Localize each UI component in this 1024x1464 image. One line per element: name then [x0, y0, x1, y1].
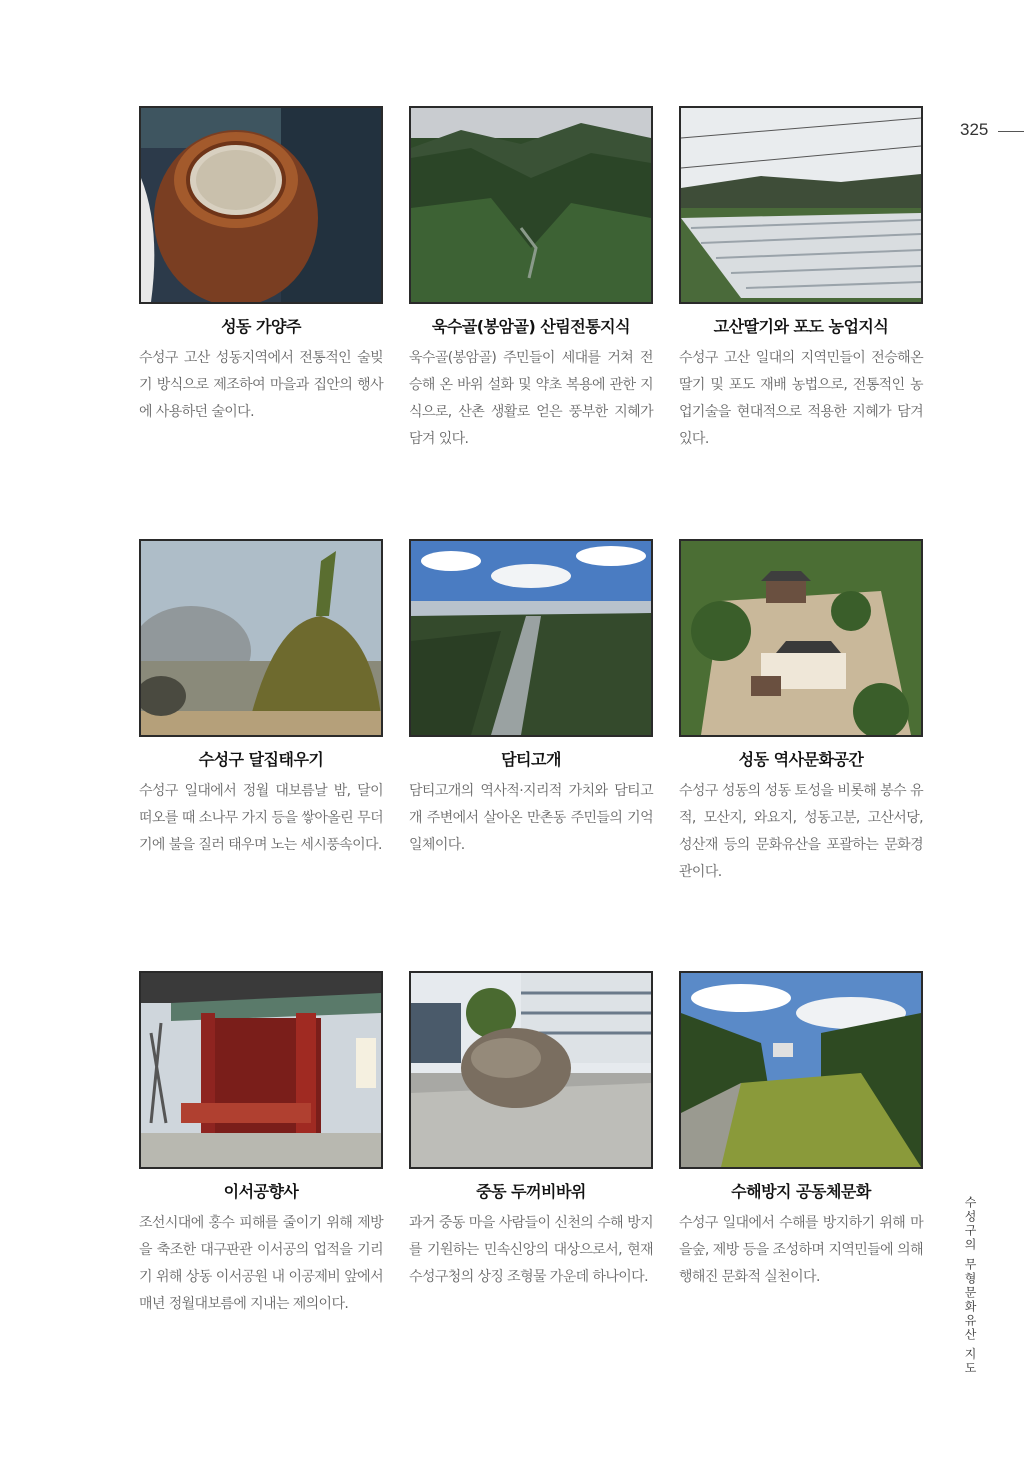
- heritage-card: [679, 539, 923, 886]
- toad-rock-illustration: [411, 973, 651, 1167]
- heritage-card: [409, 106, 653, 453]
- photo-mountain-valley: [409, 106, 653, 304]
- heritage-card: [679, 106, 923, 453]
- card-title: 성동 역사문화공간: [738, 750, 864, 769]
- shrine-illustration: [141, 973, 381, 1167]
- card-title: 욱수골(봉암골) 산림전통지식: [431, 317, 631, 336]
- photo-damti-pass: [409, 539, 653, 737]
- page-number-rule: [998, 131, 1024, 132]
- side-section-title: 수성구의 무형문화유산 지도: [963, 1196, 977, 1376]
- card-description: 수성구 고산 일대의 지역민들이 전승해온 딸기 및 포도 재배 농법으로, 전통적인 농업기술을 현대적으로 적용한 지혜가 담겨 있다.: [679, 350, 923, 447]
- card-description: 수성구 일대에서 수해를 방지하기 위해 마을숲, 제방 등을 조성하며 지역민들에 의해 행해진 문화적 실천이다.: [679, 1215, 923, 1285]
- card-description: 수성구 성동의 성동 토성을 비롯해 봉수 유적, 모산지, 와요지, 성동고분, 고산서당, 성산재 등의 문화유산을 포괄하는 문화경관이다.: [679, 783, 923, 880]
- pass-illustration: [411, 541, 651, 735]
- heritage-card: [679, 971, 923, 1291]
- card-title: 고산딸기와 포도 농업지식: [713, 317, 889, 336]
- card-description: 수성구 고산 성동지역에서 전통적인 술빚기 방식으로 제조하여 마을과 집안의 행사에 사용하던 술이다.: [139, 350, 383, 420]
- heritage-card: [409, 971, 653, 1291]
- photo-seongdong-heritage-space: [679, 539, 923, 737]
- photo-rice-wine-jar: [139, 106, 383, 304]
- heritage-site-illustration: [681, 541, 921, 735]
- heritage-card: [139, 106, 383, 426]
- heritage-card: [139, 539, 383, 859]
- levee-illustration: [681, 973, 921, 1167]
- valley-illustration: [411, 108, 651, 302]
- page-number: 325: [960, 120, 989, 139]
- heritage-card: [139, 971, 383, 1318]
- photo-greenhouses: [679, 106, 923, 304]
- card-title: 중동 두꺼비바위: [476, 1182, 586, 1201]
- card-description: 담티고개의 역사적·지리적 가치와 담티고개 주변에서 살아온 만촌동 주민들의 기억 일체이다.: [409, 783, 653, 853]
- heritage-card: [409, 539, 653, 859]
- card-title: 담티고개: [501, 750, 561, 769]
- card-description: 수성구 일대에서 정월 대보름날 밤, 달이 떠오를 때 소나무 가지 등을 쌓아올린 무더기에 불을 질러 태우며 노는 세시풍속이다.: [139, 783, 383, 853]
- card-description: 욱수골(봉암골) 주민들이 세대를 거쳐 전승해 온 바위 설화 및 약초 복용에 관한 지식으로, 산촌 생활로 얻은 풍부한 지혜가 담겨 있다.: [409, 350, 653, 447]
- photo-iseogong-shrine: [139, 971, 383, 1169]
- photo-flood-levee: [679, 971, 923, 1169]
- card-title: 이서공향사: [223, 1182, 299, 1201]
- card-title: 성동 가양주: [221, 317, 301, 336]
- greenhouse-illustration: [681, 108, 921, 302]
- card-description: 조선시대에 홍수 피해를 줄이기 위해 제방을 축조한 대구판관 이서공의 업적을 기리기 위해 상동 이서공원 내 이공제비 앞에서 매년 정월대보름에 지내는 제의이다.: [139, 1215, 383, 1312]
- bonfire-illustration: [141, 541, 381, 735]
- jar-illustration: [141, 108, 381, 302]
- card-title: 수성구 달집태우기: [198, 750, 324, 769]
- photo-toad-rock: [409, 971, 653, 1169]
- card-description: 과거 중동 마을 사람들이 신천의 수해 방지를 기원하는 민속신앙의 대상으로서, 현재 수성구청의 상징 조형물 가운데 하나이다.: [409, 1215, 653, 1285]
- photo-daljip-bonfire: [139, 539, 383, 737]
- card-title: 수해방지 공동체문화: [731, 1182, 871, 1201]
